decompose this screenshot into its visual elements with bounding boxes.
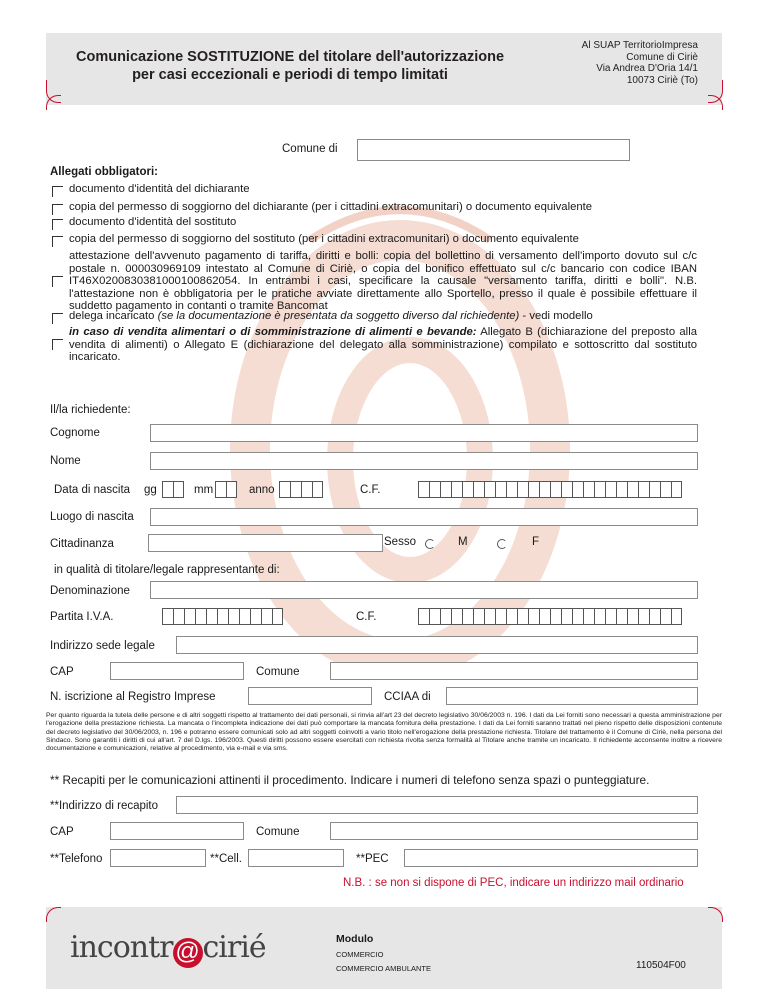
cap-label: CAP: [50, 666, 74, 678]
cciaa-input[interactable]: [446, 687, 698, 705]
gg-label: gg: [144, 484, 157, 496]
modulo-type-1: COMMERCIO: [336, 950, 384, 959]
checkbox-allegato-1[interactable]: [52, 186, 63, 197]
cell-input[interactable]: [248, 849, 344, 867]
recapiti-title: ** Recapiti per le comunicazioni attinenti il procedimento. Indicare i numeri di telefono senza spazi o punteggiature.: [50, 773, 650, 787]
luogo-input[interactable]: [150, 508, 698, 526]
comune-sede-label: Comune: [256, 666, 300, 678]
pec-input[interactable]: [404, 849, 698, 867]
recipient-address: Al SUAP TerritorioImpresa Comune di Ciriè Via Andrea D'Oria 14/1 10073 Ciriè (To): [581, 40, 698, 86]
comune-label: Comune di: [282, 143, 338, 155]
comune-sede-input[interactable]: [330, 662, 698, 680]
pec-label: **PEC: [356, 853, 389, 865]
nome-input[interactable]: [150, 452, 698, 470]
telefono-input[interactable]: [110, 849, 206, 867]
denominazione-label: Denominazione: [50, 585, 130, 597]
indirizzo-recapito-input[interactable]: [176, 796, 698, 814]
richiedente-title: Il/la richiedente:: [50, 404, 131, 416]
allegato-2-label: copia del permesso di soggiorno del dichiarante (per i cittadini extracomunitari) o documento equivalente: [69, 201, 593, 213]
checkbox-allegato-6[interactable]: [52, 313, 63, 324]
allegato-7-label: in caso di vendita alimentari o di somministrazione di alimenti e bevande: Allegato B (dichiarazione del preposto alla vendita di alimenti) o Allegato E (dichiarazione del delegato alla somministrazione) compilato e sottoscritto dal sostituto incaricato.: [69, 326, 697, 363]
indirizzo-recapito-label: **Indirizzo di recapito: [50, 800, 159, 812]
recapito-comune-label: Comune: [256, 826, 300, 838]
sesso-m-label: M: [458, 536, 468, 548]
recapito-comune-input[interactable]: [330, 822, 698, 840]
cf-label: C.F.: [360, 484, 381, 496]
gg-cells[interactable]: [162, 481, 184, 498]
titolare-cf-cells[interactable]: [418, 608, 682, 625]
nome-label: Nome: [50, 455, 81, 467]
luogo-label: Luogo di nascita: [50, 511, 134, 523]
cell-label: **Cell.: [210, 853, 242, 865]
checkbox-allegato-3[interactable]: [52, 219, 63, 230]
checkbox-allegato-7[interactable]: [52, 339, 63, 350]
piva-cells[interactable]: [162, 608, 283, 625]
registro-label: N. iscrizione al Registro Imprese: [50, 691, 216, 703]
checkbox-allegato-4[interactable]: [52, 236, 63, 247]
checkbox-allegato-5[interactable]: [52, 276, 63, 287]
pec-note: N.B. : se non si dispone di PEC, indicare un indirizzo mail ordinario: [343, 877, 684, 889]
incontracirie-logo: incontr @cirié: [70, 930, 266, 968]
cciaa-label: CCIAA di: [384, 691, 431, 703]
sede-label: Indirizzo sede legale: [50, 640, 155, 652]
mm-cells[interactable]: [215, 481, 237, 498]
cognome-input[interactable]: [150, 424, 698, 442]
sesso-label: Sesso: [384, 536, 416, 548]
titolare-title: in qualità di titolare/legale rappresentante di:: [54, 564, 280, 576]
anno-label: anno: [249, 484, 275, 496]
modulo-title: Modulo: [336, 933, 374, 945]
telefono-label: **Telefono: [50, 853, 103, 865]
allegato-6-label: delega incaricato (se la documentazione è presentata da soggetto diverso dal richiedente) - vedi modello: [69, 310, 593, 322]
checkbox-allegato-2[interactable]: [52, 204, 63, 215]
recapito-cap-input[interactable]: [110, 822, 244, 840]
comune-input[interactable]: [357, 139, 630, 161]
recapito-cap-label: CAP: [50, 826, 74, 838]
cognome-label: Cognome: [50, 427, 100, 439]
sesso-f-radio[interactable]: [497, 539, 507, 549]
cittadinanza-label: Cittadinanza: [50, 538, 114, 550]
titolare-cf-label: C.F.: [356, 611, 377, 623]
privacy-notice: Per quanto riguarda la tutela delle persone e di altri soggetti rispetto al trattamento dei dati personali, si rinvia all'art 23 del decreto legislativo 30/06/2003 n. 196. I dati da Lei forniti sono necessari a questa amministrazione per l'erogazione della prestazione richiesta. La mancata o l'incompleta indicazione dei dati può comportare la mancata fornitura della prestazione. I dati da Lei forniti saranno trattati nel pieno rispetto delle disposizioni contenute del decreto legislativo del 30/06/2003, n. 196 e potranno essere comunicati solo ad altri soggetti coinvolti a vario titolo nell'erogazione della prestazione richiesta. Titolare del trattamento è il Comune di Ciriè, nella persona del Sindaco. Sono garantiti i diritti di cui all'art. 7 del D.lgs. 196/2003. Questi diritti possono essere esercitati con richiesta rivolta senza formalità al Titolare anche tramite un incaricato. Il richiedente acconsente inoltre a ricevere documentazione e comunicazioni, relative al procedimento, via e-mail e via sms.: [46, 712, 722, 753]
modulo-type-2: COMMERCIO AMBULANTE: [336, 964, 432, 973]
allegato-3-label: documento d'identità del sostituto: [69, 216, 237, 228]
registro-input[interactable]: [248, 687, 372, 705]
cittadinanza-input[interactable]: [148, 534, 383, 552]
allegati-title: Allegati obbligatori:: [50, 166, 158, 178]
allegato-5-label: attestazione dell'avvenuto pagamento di tariffa, diritti e bolli: copia del bollettino di versamento dell'importo dovuto sul c/c postale n. 000030969109 intestato al Comune di Ciriè, o copia del bonifico effettuato sul c/c bancario con codice IBAN IT46X0200830381000100862054. In entrambi i casi, specificare la causale "versamento tariffa, diritti e bolli". N.B. l'attestazione non è obbligatoria per le pratiche avviate direttamente allo Sportello, presso il quale è possibile effettuare il suddetto pagamento in contanti o tramite Bancomat: [69, 250, 697, 312]
sesso-f-label: F: [532, 536, 540, 548]
data-nascita-label: Data di nascita: [54, 484, 131, 496]
allegato-4-label: copia del permesso di soggiorno del sostituto (per i cittadini extracomunitari) o documento equivalente: [69, 233, 579, 245]
page-title: Comunicazione SOSTITUZIONE del titolare dell'autorizzazione per casi eccezionali e periodi di tempo limitati: [75, 49, 505, 83]
sede-input[interactable]: [176, 636, 698, 654]
sesso-m-radio[interactable]: [425, 539, 435, 549]
modulo-code: 110504F00: [636, 960, 686, 971]
cf-cells[interactable]: [418, 481, 682, 498]
anno-cells[interactable]: [279, 481, 323, 498]
denominazione-input[interactable]: [150, 581, 698, 599]
cap-input[interactable]: [110, 662, 244, 680]
mm-label: mm: [194, 484, 214, 496]
piva-label: Partita I.V.A.: [50, 611, 114, 623]
allegato-1-label: documento d'identità del dichiarante: [69, 183, 250, 195]
